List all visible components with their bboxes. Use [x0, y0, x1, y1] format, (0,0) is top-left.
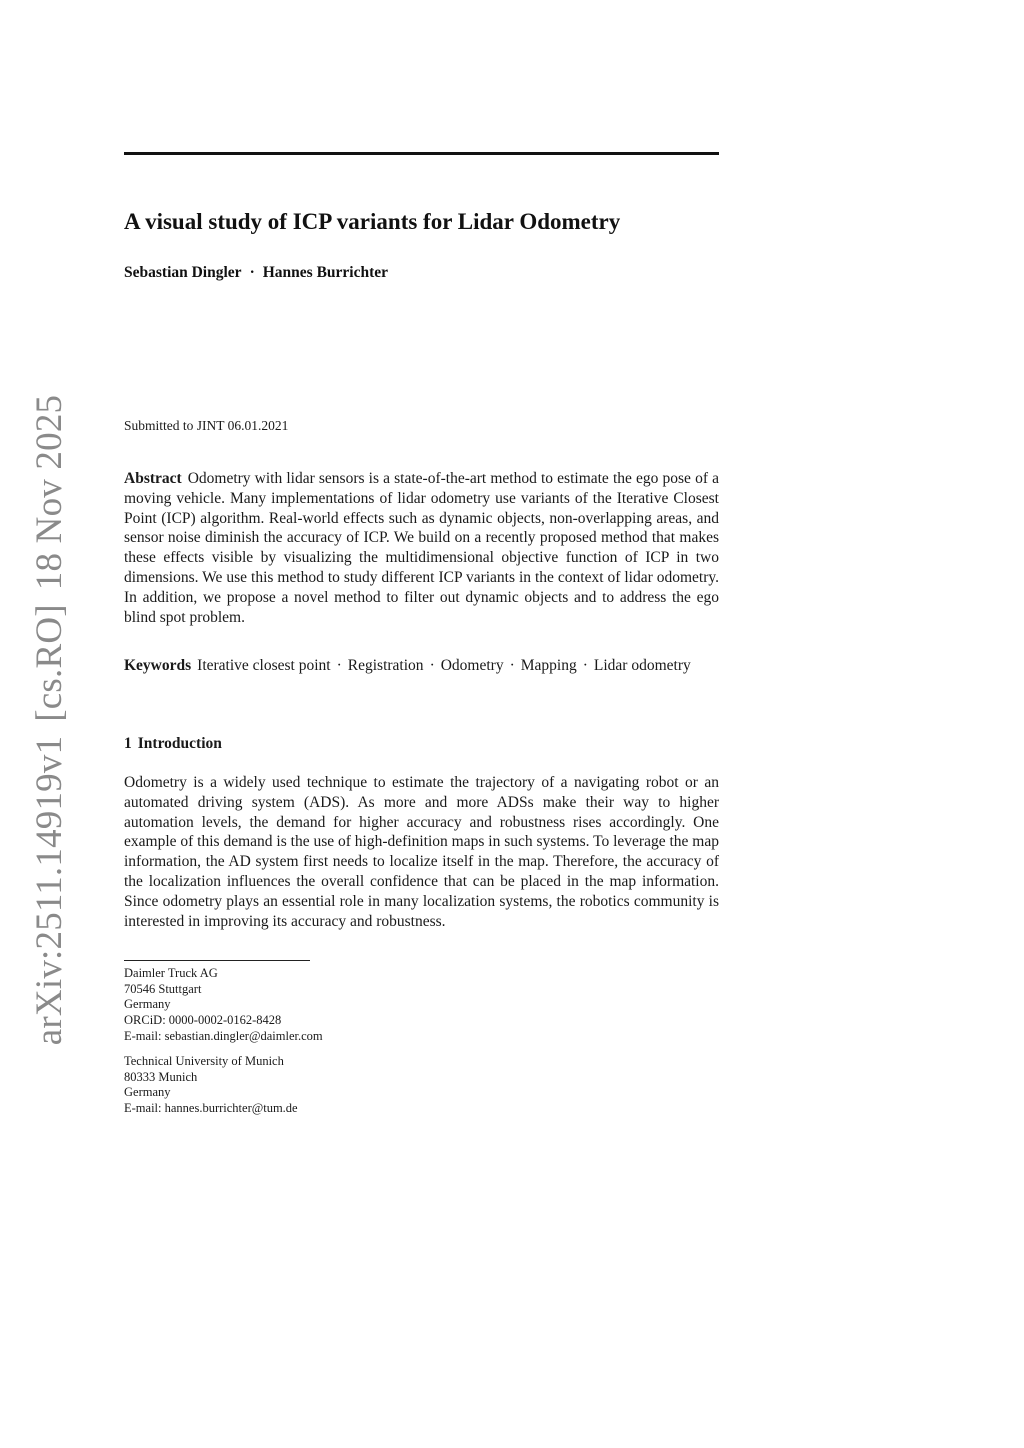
keyword: Lidar odometry — [593, 657, 691, 674]
keyword-separator: · — [429, 657, 435, 674]
title-top-rule — [124, 152, 719, 155]
keywords-label: Keywords — [124, 657, 192, 674]
section-title: Introduction — [137, 735, 222, 752]
abstract — [124, 469, 719, 627]
affiliation-city: 80333 Munich — [124, 1069, 198, 1084]
introduction-paragraph: Odometry is a widely used technique to estimate the trajectory of a navigating robot or an automated driving system (ADS). As more and more ADSs make their way to higher automation levels, the demand for higher accuracy and robustness rises accordingly. One example of this demand is the use of high-definition maps in such systems. To leverage the map information, the AD system first needs to localize itself in the map. Therefore, the accuracy of the localization influences the overall confidence that can be placed in the map information. Since odometry plays an essential role in many localization systems, the robotics community is interested in improving its accuracy and robustness. — [124, 774, 719, 930]
submission-note: Submitted to JINT 06.01.2021 — [124, 418, 289, 433]
abstract-text: Odometry with lidar sensors is a state-of-the-art method to estimate the ego pose of a moving vehicle. Many implementations of lidar odometry use variants of the Iterative Closest Point (ICP) algorithm. Real-world effects such as dynamic objects, non-overlapping areas, and sensor noise diminish the accuracy of ICP. We build on a recently proposed method that makes these effects visible by visualizing the multidimensional objective function of ICP in two dimensions. We use this method to study different ICP variants in the context of lidar odometry. In addition, we propose a novel method to filter out dynamic objects and to address the ego blind spot problem. — [124, 470, 719, 626]
affiliation-email: E-mail: sebastian.dingler@daimler.com — [124, 1028, 323, 1043]
keyword-separator: · — [582, 657, 588, 674]
arxiv-side-stamp — [30, 395, 70, 1045]
author-separator: · — [249, 264, 255, 281]
keyword-separator: · — [336, 657, 342, 674]
affiliation-first-author — [124, 966, 524, 1045]
keyword-separator: · — [509, 657, 515, 674]
keyword: Iterative closest point — [197, 657, 331, 674]
paper-title: A visual study of ICP variants for Lidar Odometry — [124, 209, 621, 234]
keyword: Registration — [347, 657, 424, 674]
affiliation-orcid: ORCiD: 0000-0002-0162-8428 — [124, 1013, 282, 1028]
keyword: Odometry — [440, 657, 504, 674]
arxiv-date: 18 Nov 2025 — [29, 394, 70, 591]
affiliation-email: E-mail: hannes.burrichter@tum.de — [124, 1101, 298, 1116]
keywords — [124, 656, 719, 676]
affiliation-second-author — [124, 1054, 524, 1117]
abstract-label: Abstract — [124, 470, 182, 487]
affiliation-country: Germany — [124, 997, 171, 1012]
author-name: Hannes Burrichter — [262, 264, 389, 281]
footnote-rule — [124, 960, 310, 961]
section-heading-introduction — [124, 734, 222, 754]
affiliation-org: Technical University of Munich — [124, 1054, 284, 1068]
affiliation-country: Germany — [124, 1085, 171, 1100]
affiliation-org: Daimler Truck AG — [124, 966, 218, 980]
affiliation-city: 70546 Stuttgart — [124, 981, 202, 996]
keyword: Mapping — [520, 657, 577, 674]
arxiv-id: arXiv:2511.14919v1 — [29, 735, 70, 1046]
section-number: 1 — [124, 735, 132, 752]
author-name: Sebastian Dingler — [124, 264, 242, 281]
arxiv-category: [cs.RO] — [29, 604, 70, 722]
author-list — [124, 262, 724, 284]
